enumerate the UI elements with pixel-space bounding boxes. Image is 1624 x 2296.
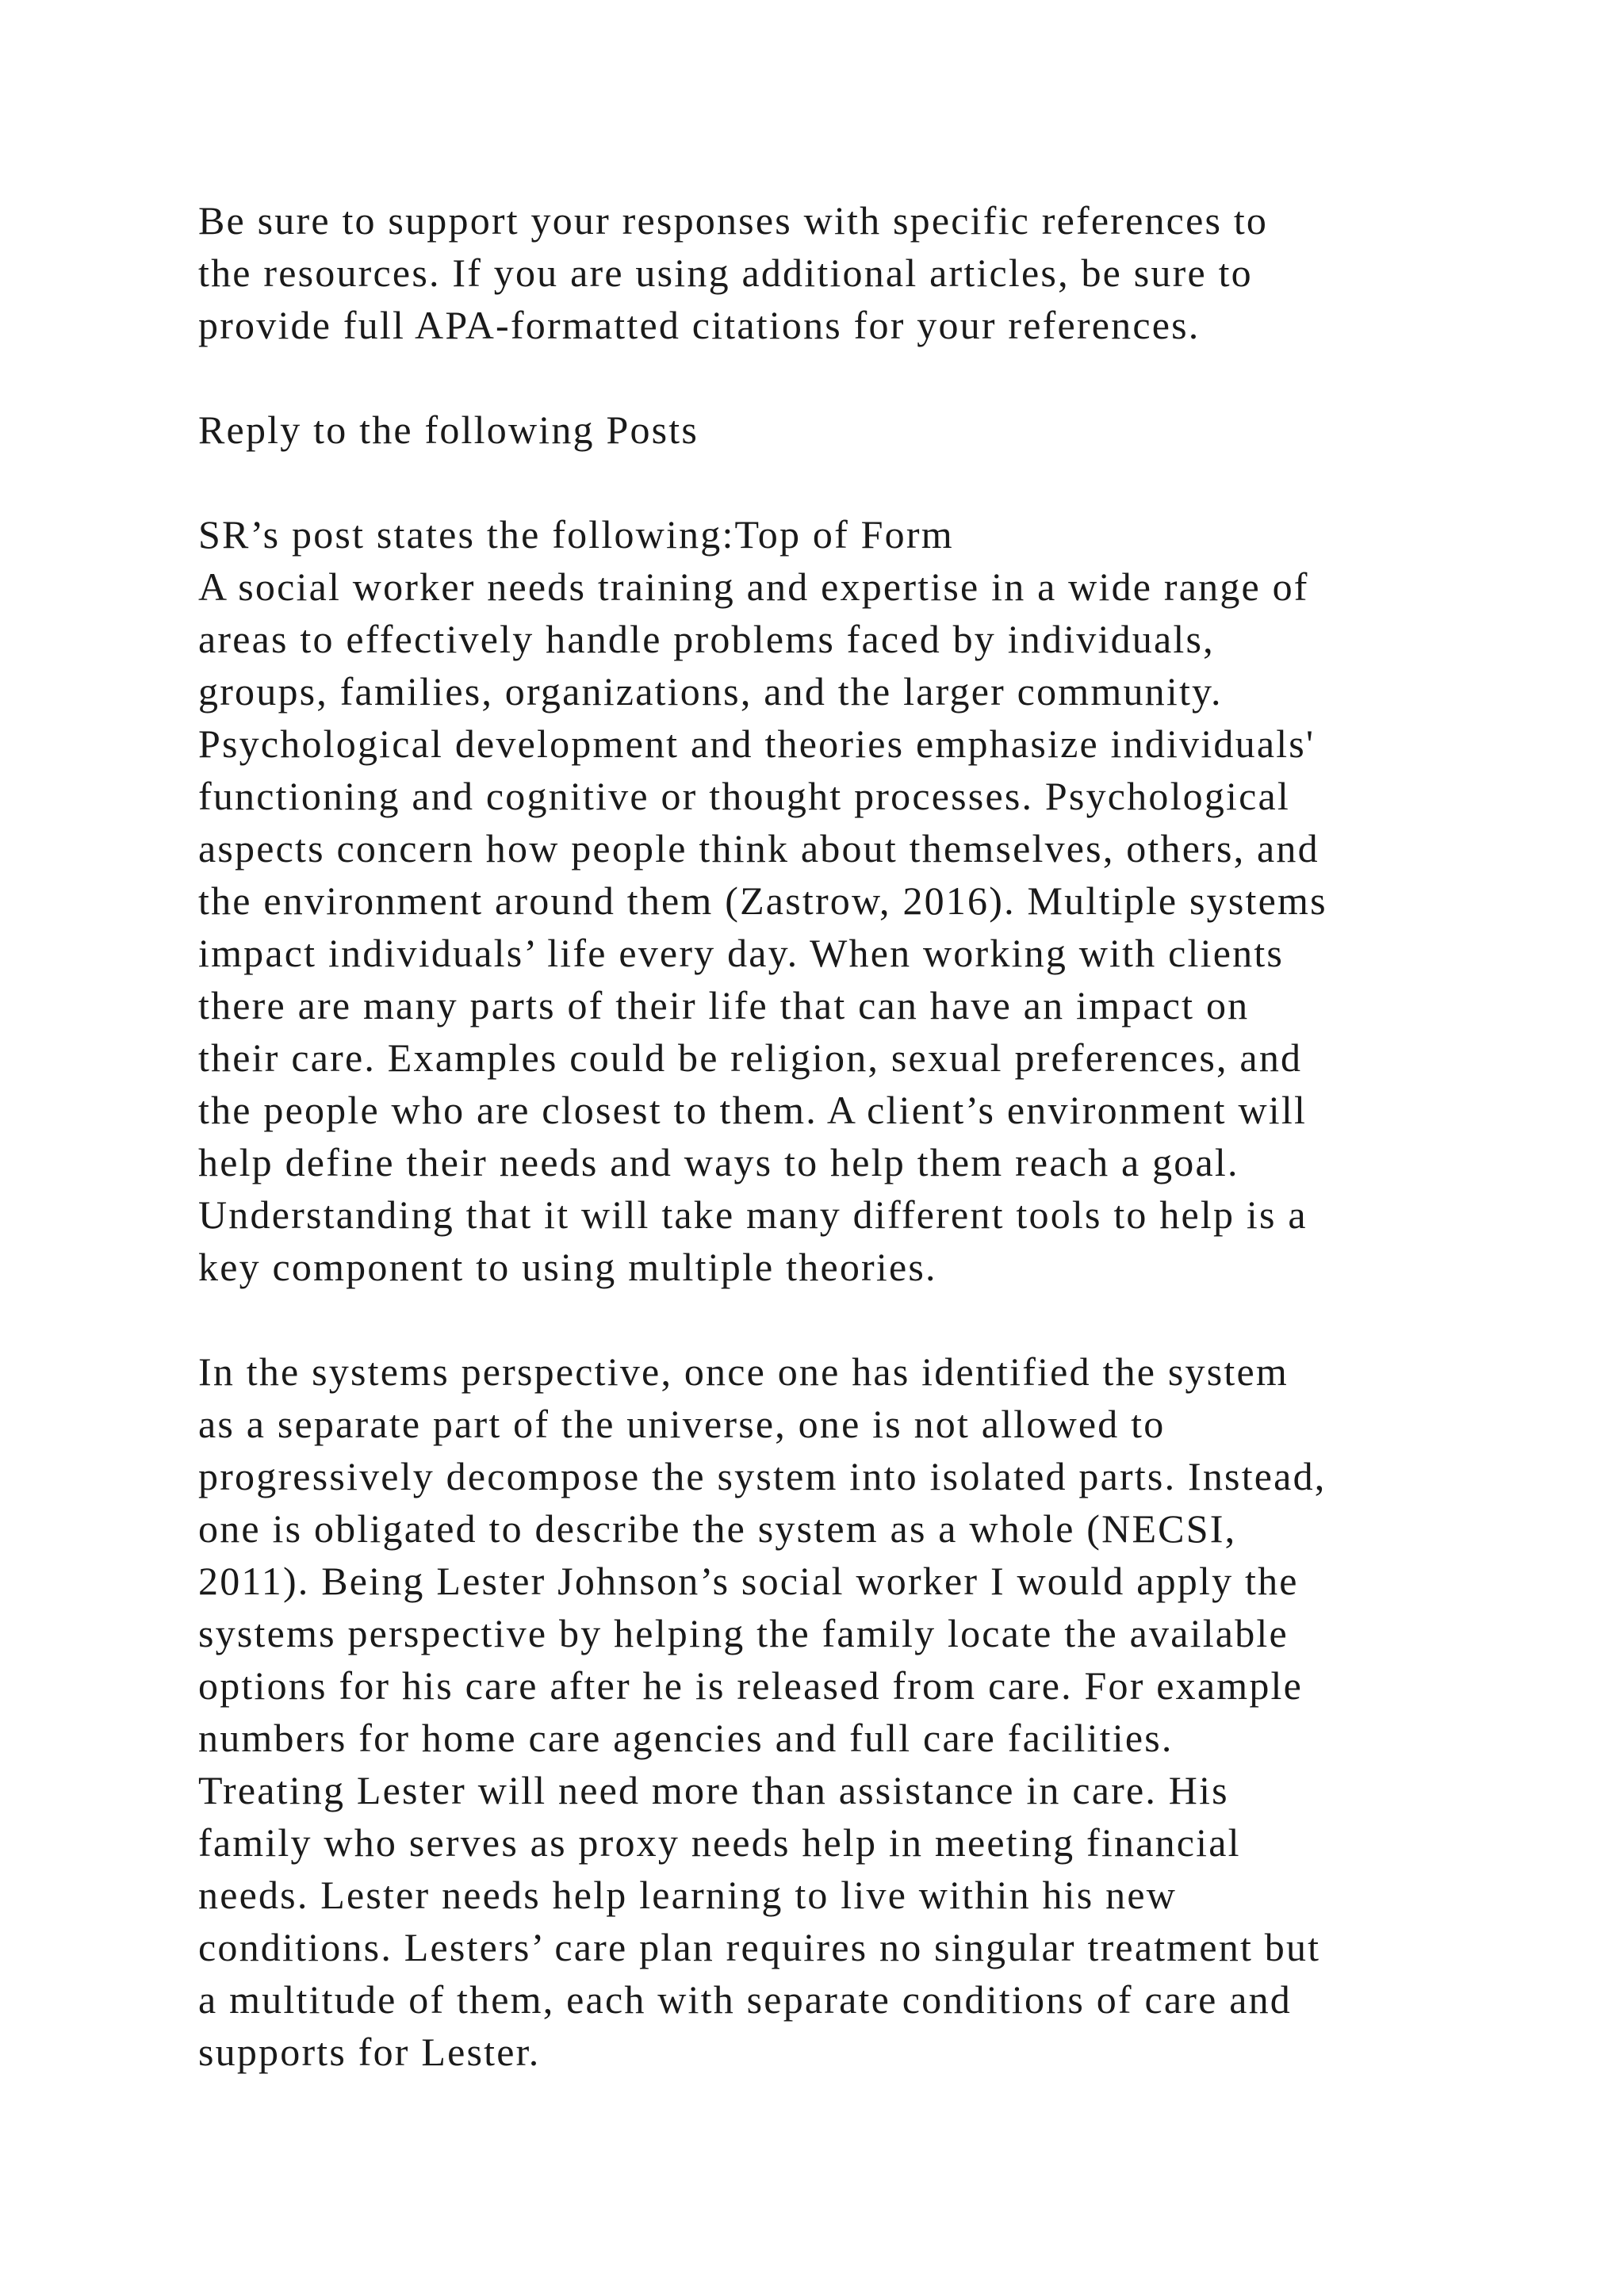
text-line: there are many parts of their life that can have an impact on: [198, 983, 1250, 1027]
text-line: systems perspective by helping the family locate the available: [198, 1611, 1289, 1655]
post-paragraph-2: [198, 1345, 1507, 2078]
text-line: their care. Examples could be religion, sexual preferences, and: [198, 1035, 1303, 1080]
paragraph-spacer: [198, 1293, 1507, 1345]
text-line: Understanding that it will take many different tools to help is a: [198, 1192, 1308, 1237]
text-line: the people who are closest to them. A client’s environment will: [198, 1088, 1308, 1132]
text-line: Psychological development and theories emphasize individuals': [198, 721, 1316, 766]
text-line: key component to using multiple theories.: [198, 1245, 937, 1289]
text-line: areas to effectively handle problems faced by individuals,: [198, 617, 1215, 661]
text-line: progressively decompose the system into isolated parts. Instead,: [198, 1454, 1327, 1498]
post-intro: SR’s post states the following:Top of Form: [198, 512, 954, 557]
reply-heading: Reply to the following Posts: [198, 408, 699, 452]
text-line: In the systems perspective, once one has identified the system: [198, 1349, 1289, 1394]
text-line: needs. Lester needs help learning to live within his new: [198, 1873, 1178, 1917]
text-line: aspects concern how people think about themselves, others, and: [198, 826, 1320, 871]
paragraph-spacer: [198, 456, 1507, 508]
text-line: A social worker needs training and expertise in a wide range of: [198, 564, 1309, 609]
text-line: groups, families, organizations, and the larger community.: [198, 669, 1223, 714]
paragraph-spacer: [198, 351, 1507, 404]
text-line: 2011). Being Lester Johnson’s social worker I would apply the: [198, 1559, 1299, 1603]
text-line: family who serves as proxy needs help in meeting financial: [198, 1820, 1241, 1865]
text-line: Treating Lester will need more than assistance in care. His: [198, 1768, 1229, 1812]
text-line: supports for Lester.: [198, 2030, 541, 2074]
text-line: Be sure to support your responses with specific references to: [198, 198, 1269, 243]
text-line: a multitude of them, each with separate conditions of care and: [198, 1977, 1293, 2022]
text-line: options for his care after he is released from care. For example: [198, 1663, 1304, 1708]
text-line: help define their needs and ways to help them reach a goal.: [198, 1140, 1239, 1184]
intro-paragraph: [198, 194, 1507, 351]
text-line: one is obligated to describe the system as a whole (NECSI,: [198, 1506, 1237, 1551]
text-line: the resources. If you are using additional articles, be sure to: [198, 251, 1253, 295]
text-line: provide full APA-formatted citations for your references.: [198, 303, 1201, 347]
text-line: the environment around them (Zastrow, 2016). Multiple systems: [198, 878, 1327, 923]
text-line: conditions. Lesters’ care plan requires no singular treatment but: [198, 1925, 1321, 1969]
text-line: impact individuals’ life every day. When working with clients: [198, 931, 1285, 975]
post-paragraph-1: [198, 561, 1507, 1293]
document-body: [198, 194, 1507, 2078]
text-line: as a separate part of the universe, one is not allowed to: [198, 1402, 1166, 1446]
text-line: functioning and cognitive or thought processes. Psychological: [198, 774, 1291, 818]
text-line: numbers for home care agencies and full care facilities.: [198, 1716, 1174, 1760]
